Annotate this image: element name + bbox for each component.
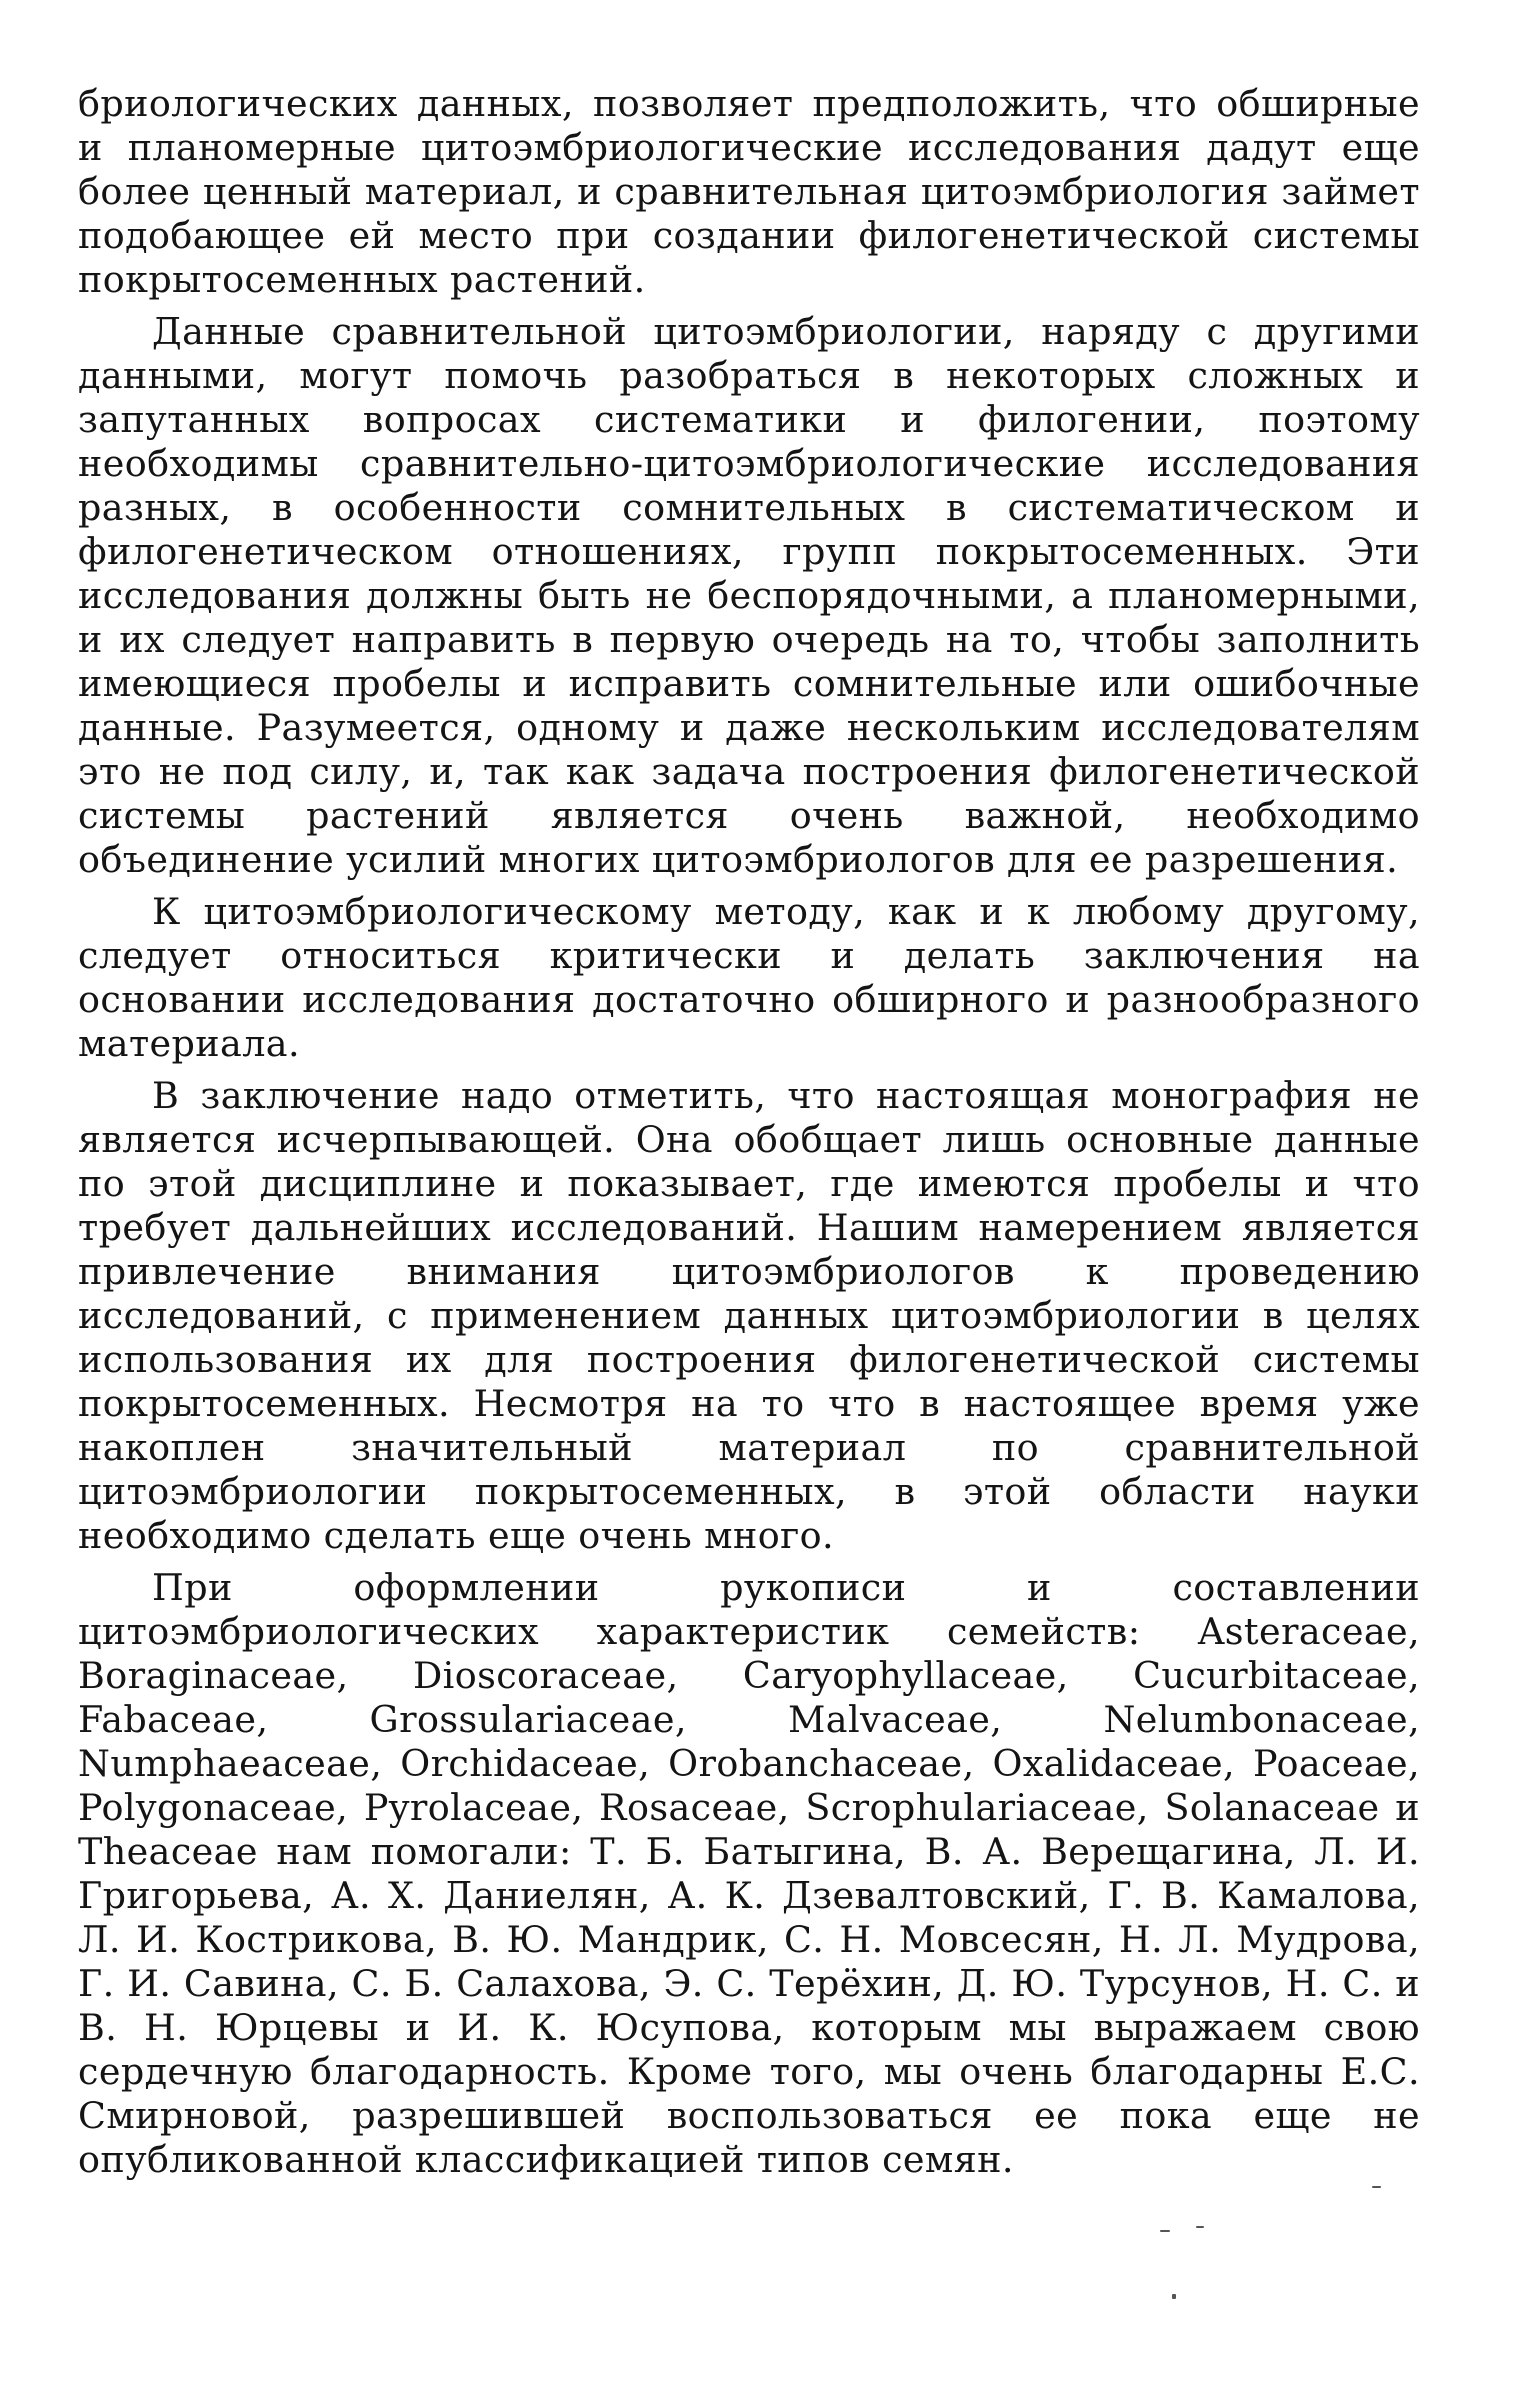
document-page bbox=[78, 82, 1420, 2372]
scan-speck bbox=[1160, 2230, 1170, 2232]
paragraph-5: При оформлении рукописи и составлении цитоэмбриологических характеристик семейств: Asteraceae, Boraginaceae, Dioscoraceae, Caryophyllaceae, Cucurbitaceae, Fabaceae, Grossulariaceae, Malvaceae, Nelumbonaceae, Numphaeaceae, Orchidaceae, Orobanchaceae, Oxalidaceae, Poaceae, Polygonaceae, Pyrolaceae, Rosaceae, Scrophulariaceae, Solanaceae и Theaceae нам помогали: Т. Б. Батыгина, В. А. Верещагина, Л. И. Григорьева, А. Х. Даниелян, А. К. Дзевалтовский, Г. В. Камалова, Л. И. Кострикова, В. Ю. Мандрик, С. Н. Мовсесян, Н. Л. Мудрова, Г. И. Савина, С. Б. Салахова, Э. С. Терёхин, Д. Ю. Турсунов, Н. С. и В. Н. Юрцевы и И. К. Юсупова, которым мы выражаем свою сердечную благодарность. Кроме того, мы очень благодарны Е.С. Смирновой, разрешившей воспользоваться ее пока еще не опубликованной классификацией типов семян. bbox=[78, 1566, 1420, 2181]
paragraph-2: Данные сравнительной цитоэмбриологии, наряду с другими данными, могут помочь разобраться в некоторых сложных и запутанных вопросах систематики и филогении, поэтому необходимы сравнительно-цитоэмбриологические исследования разных, в особенности сомнительных в систематическом и филогенетическом отношениях, групп покрытосеменных. Эти исследования должны быть не беспорядочными, а планомерными, и их следует направить в первую очередь на то, чтобы заполнить имеющиеся пробелы и исправить сомнительные или ошибочные данные. Разумеется, одному и даже нескольким исследователям это не под силу, и, так как задача построения филогенетической системы растений является очень важной, необходимо объединение усилий многих цитоэмбриологов для ее разрешения. bbox=[78, 310, 1420, 881]
scan-speck bbox=[1196, 2226, 1204, 2228]
scan-speck bbox=[1172, 2294, 1176, 2299]
paragraph-4: В заключение надо отметить, что настоящая монография не является исчерпывающей. Она обобщает лишь основные данные по этой дисциплине и показывает, где имеются пробелы и что требует дальнейших исследований. Нашим намерением является привлечение внимания цитоэмбриологов к проведению исследований, с применением данных цитоэмбриологии в целях использования их для построения филогенетической системы покрытосеменных. Несмотря на то что в настоящее время уже накоплен значительный материал по сравнительной цитоэмбриологии покрытосеменных, в этой области науки необходимо сделать еще очень много. bbox=[78, 1074, 1420, 1557]
paragraph-3: К цитоэмбриологическому методу, как и к любому другому, следует относиться критически и делать заключения на основании исследования достаточно обширного и разнообразного материала. bbox=[78, 890, 1420, 1065]
paragraph-1: бриологических данных, позволяет предположить, что обширные и планомерные цитоэмбриологические исследования дадут еще более ценный материал, и сравнительная цитоэмбриология займет подобающее ей место при создании филогенетической системы покрытосеменных растений. bbox=[78, 82, 1420, 301]
scan-speck bbox=[1372, 2186, 1381, 2188]
